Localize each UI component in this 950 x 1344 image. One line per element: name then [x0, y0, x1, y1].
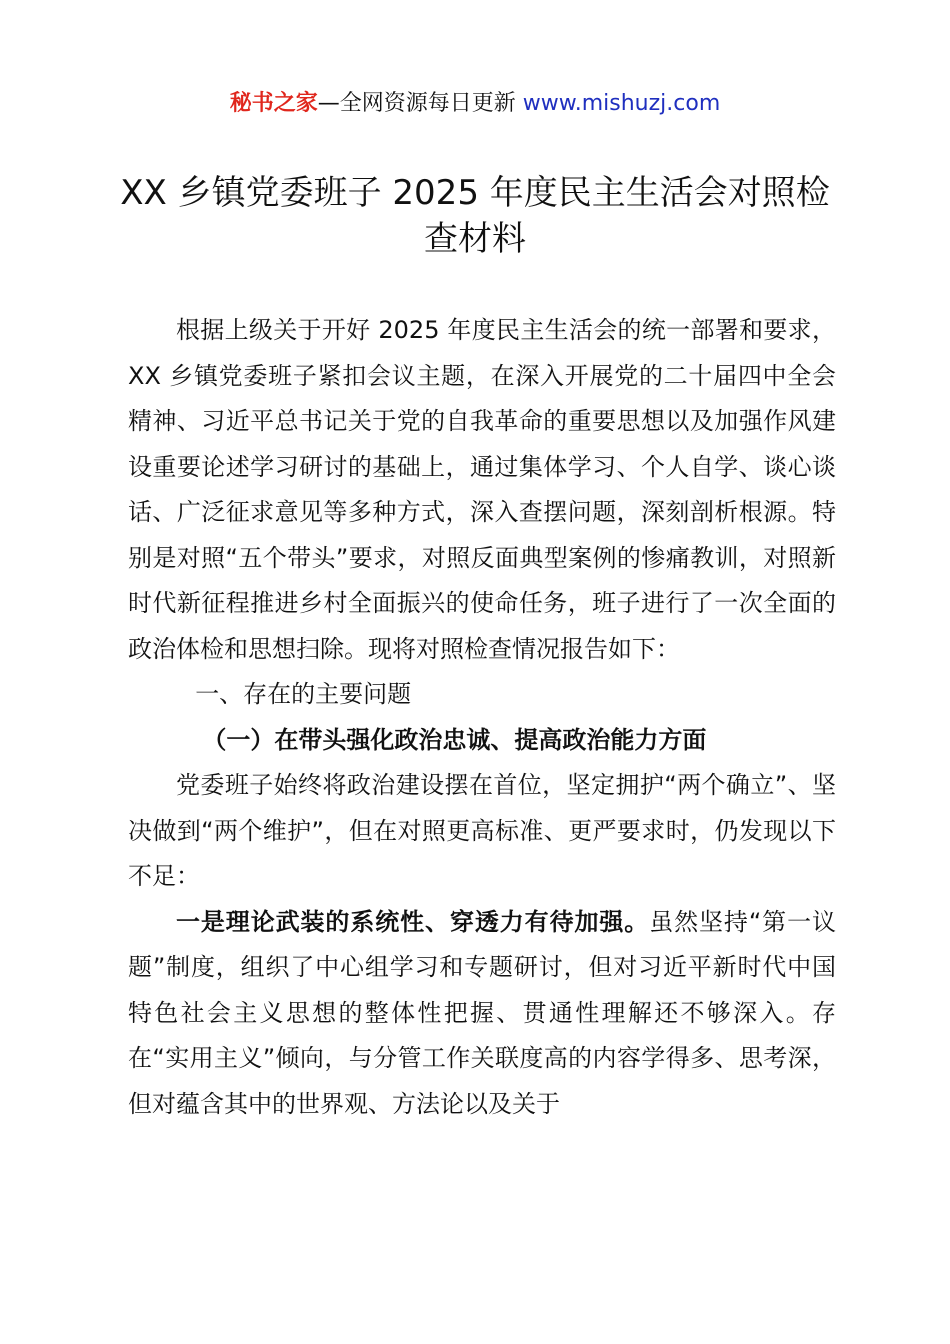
- site-tagline: —全网资源每日更新: [317, 91, 516, 116]
- point-text: 虽然坚持“第一议题”制度，组织了中心组学习和专题研讨，但对习近平新时代中国特色社会主义思想的整体性把握、贯通性理解还不够深入。存在“实用主义”倾向，与分管工作关联度高的内容学得多、思考深，但对蕴含其中的世界观、方法论以及关于: [128, 907, 836, 1118]
- point-lead: 一是理论武装的系统性、穿透力有待加强。: [176, 907, 650, 936]
- point-paragraph: [128, 900, 836, 1128]
- document-title: XX 乡镇党委班子 2025 年度民主生活会对照检查材料: [120, 173, 830, 259]
- site-brand: 秘书之家: [229, 91, 318, 116]
- intro-paragraph: 根据上级关于开好 2025 年度民主生活会的统一部署和要求，XX 乡镇党委班子紧扣会议主题，在深入开展党的二十届四中全会精神、习近平总书记关于党的自我革命的重要思想以及加强作风建设重要论述学习研讨的基础上，通过集体学习、个人自学、谈心谈话、广泛征求意见等多种方式，深入查摆问题，深刻剖析根源。特别是对照“五个带头”要求，对照反面典型案例的惨痛教训，对照新时代新征程推进乡村全面振兴的使命任务，班子进行了一次全面的政治体检和思想扫除。现将对照检查情况报告如下：: [128, 316, 836, 663]
- site-url-link[interactable]: www.mishuzj.com: [522, 91, 721, 116]
- section-heading: 一、存在的主要问题: [195, 680, 412, 708]
- document-body: [128, 308, 836, 1127]
- subsection-intro-paragraph: 党委班子始终将政治建设摆在首位，坚定拥护“两个确立”、坚决做到“两个维护”，但在对照更高标准、更严要求时，仍发现以下不足：: [128, 771, 836, 890]
- site-header: [0, 88, 950, 120]
- subsection-heading: （一）在带头强化政治忠诚、提高政治能力方面: [202, 725, 707, 754]
